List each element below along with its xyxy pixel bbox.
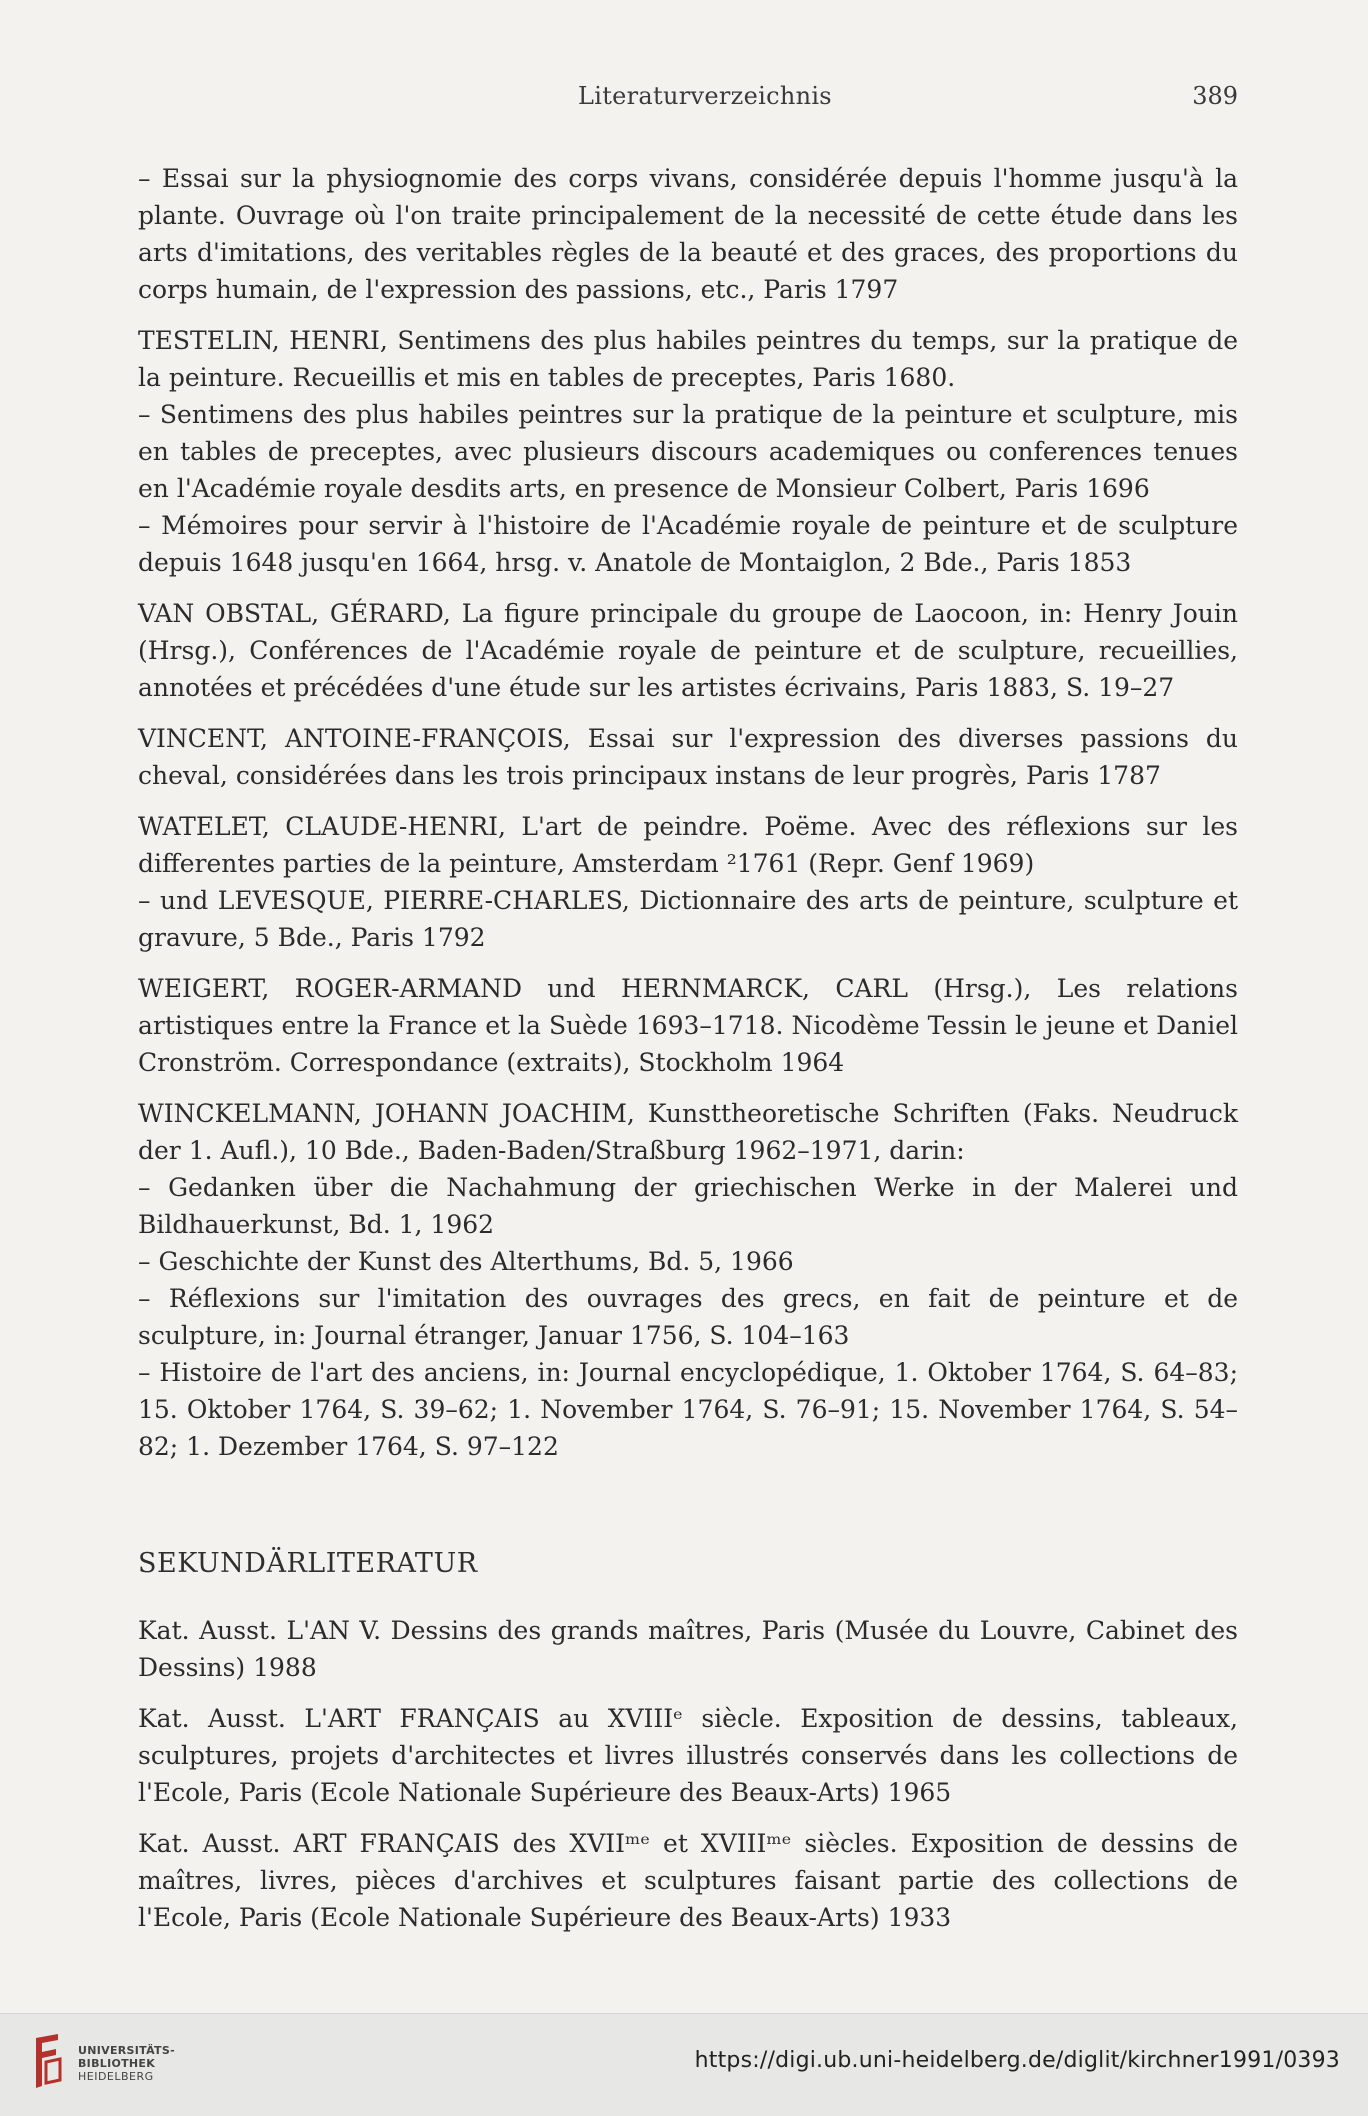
bibliography-content	[138, 160, 1238, 1950]
bibliography-entry	[138, 1825, 1238, 1936]
logo-line-2: BIBLIOTHEK	[78, 2057, 156, 2070]
logo-line-3: HEIDELBERG	[78, 2070, 154, 2083]
entry-line: Kat. Ausst. L'AN V. Dessins des grands maîtres, Paris (Musée du Louvre, Cabinet des Dessins) 1988	[138, 1616, 1238, 1682]
library-logo-text	[78, 2044, 175, 2083]
entry-line: TESTELIN, HENRI, Sentimens des plus habiles peintres du temps, sur la pratique de la peinture. Recueillis et mis en tables de preceptes, Paris 1680.	[138, 326, 1238, 392]
entry-line: Kat. Ausst. ART FRANÇAIS des XVIIᵐᵉ et XVIIIᵐᵉ siècles. Exposition de dessins de maîtres, livres, pièces d'archives et sculptures faisant partie des collections de l'Ecole, Paris (Ecole Nationale Supérieure des Beaux-Arts) 1933	[138, 1829, 1238, 1932]
entry-line: – Essai sur la physiognomie des corps vivans, considérée depuis l'homme jusqu'à la plante. Ouvrage où l'on traite principalement de la necessité de cette étude dans les arts d'imitations, des veritables règles de la beauté et des graces, des proportions du corps humain, de l'expression des passions, etc., Paris 1797	[138, 164, 1238, 304]
bibliography-entry	[138, 1612, 1238, 1686]
bibliography-entry	[138, 720, 1238, 794]
logo-line-1: UNIVERSITÄTS-	[78, 2044, 175, 2057]
entry-line: WATELET, CLAUDE-HENRI, L'art de peindre. Poëme. Avec des réflexions sur les differentes parties de la peinture, Amsterdam ²1761 (Repr. Genf 1969)	[138, 812, 1238, 878]
bibliography-entry	[138, 808, 1238, 956]
page-header	[138, 82, 1238, 122]
entry-line: – Histoire de l'art des anciens, in: Journal encyclopédique, 1. Oktober 1764, S. 64–83; 15. Oktober 1764, S. 39–62; 1. November 1764, S. 76–91; 15. November 1764, S. 54–82; 1. Dezember 1764, S. 97–122	[138, 1358, 1238, 1461]
entry-line: – Mémoires pour servir à l'histoire de l'Académie royale de peinture et de sculpture depuis 1648 jusqu'en 1664, hrsg. v. Anatole de Montaiglon, 2 Bde., Paris 1853	[138, 511, 1238, 577]
bibliography-entry	[138, 1700, 1238, 1811]
entry-line: WEIGERT, ROGER-ARMAND und HERNMARCK, CARL (Hrsg.), Les relations artistiques entre la France et la Suède 1693–1718. Nicodème Tessin le jeune et Daniel Cronström. Correspondance (extraits), Stockholm 1964	[138, 974, 1238, 1077]
page-number: 389	[1192, 82, 1238, 110]
library-logo-icon	[30, 2030, 64, 2090]
entry-line: – Geschichte der Kunst des Alterthums, Bd. 5, 1966	[138, 1247, 794, 1276]
secondary-sources-list	[138, 1612, 1238, 1936]
bibliography-entry	[138, 970, 1238, 1081]
primary-sources-list	[138, 160, 1238, 1465]
footer-bar	[0, 2013, 1368, 2116]
permalink-url[interactable]: https://digi.ub.uni-heidelberg.de/diglit/kirchner1991/0393	[694, 2048, 1340, 2073]
entry-line: – Sentimens des plus habiles peintres sur la pratique de la peinture et sculpture, mis en tables de preceptes, avec plusieurs discours academiques ou conferences tenues en l'Académie royale desdits arts, en presence de Monsieur Colbert, Paris 1696	[138, 400, 1238, 503]
running-title: Literaturverzeichnis	[578, 82, 832, 110]
entry-line: – und LEVESQUE, PIERRE-CHARLES, Dictionnaire des arts de peinture, sculpture et gravure, 5 Bde., Paris 1792	[138, 886, 1238, 952]
entry-line: VAN OBSTAL, GÉRARD, La figure principale du groupe de Laocoon, in: Henry Jouin (Hrsg.), Conférences de l'Académie royale de peinture et de sculpture, recueillies, annotées et précédées d'une étude sur les artistes écrivains, Paris 1883, S. 19–27	[138, 599, 1238, 702]
entry-line: Kat. Ausst. L'ART FRANÇAIS au XVIIIᵉ siècle. Exposition de dessins, tableaux, sculptures, projets d'architectes et livres illustrés conservés dans les collections de l'Ecole, Paris (Ecole Nationale Supérieure des Beaux-Arts) 1965	[138, 1704, 1238, 1807]
entry-line: VINCENT, ANTOINE-FRANÇOIS, Essai sur l'expression des diverses passions du cheval, considérées dans les trois principaux instans de leur progrès, Paris 1787	[138, 724, 1238, 790]
bibliography-entry	[138, 595, 1238, 706]
entry-line: – Gedanken über die Nachahmung der griechischen Werke in der Malerei und Bildhauerkunst, Bd. 1, 1962	[138, 1173, 1238, 1239]
entry-line: – Réflexions sur l'imitation des ouvrages des grecs, en fait de peinture et de sculpture, in: Journal étranger, Januar 1756, S. 104–163	[138, 1284, 1238, 1350]
entry-line: WINCKELMANN, JOHANN JOACHIM, Kunsttheoretische Schriften (Faks. Neudruck der 1. Aufl.), 10 Bde., Baden-Baden/Straßburg 1962–1971, darin:	[138, 1099, 1238, 1165]
bibliography-entry	[138, 322, 1238, 581]
bibliography-entry	[138, 1095, 1238, 1465]
section-heading: SEKUNDÄRLITERATUR	[138, 1548, 478, 1579]
bibliography-entry	[138, 160, 1238, 308]
